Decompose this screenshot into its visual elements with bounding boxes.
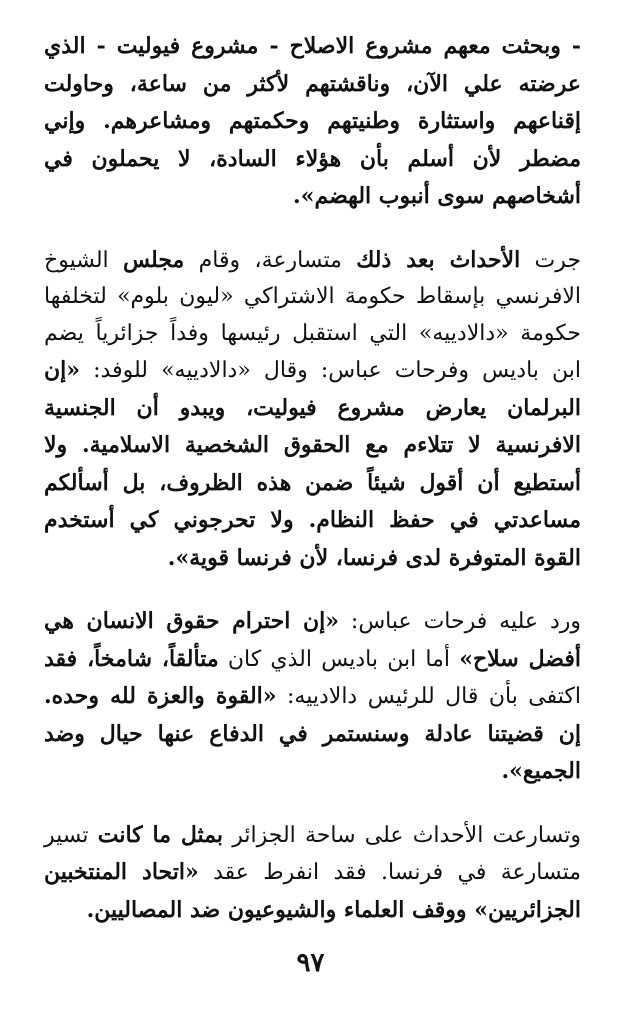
text-segment: «القوة والعزة لله وحده. إن قضيتنا عادلة وسنستمر في الدفاع عنها حيال وضد الجميع». xyxy=(44,683,581,784)
text-segment: «إن احترام حقوق الانسان هي أفضل سلاح» xyxy=(44,608,581,672)
text-segment: الأحداث بعد ذلك xyxy=(356,246,521,273)
text-segment: أما ابن باديس الذي كان xyxy=(218,646,460,672)
text-segment: ورد عليه فرحات عباس: xyxy=(338,609,581,634)
page-number: ٩٧ xyxy=(296,948,325,978)
text-segment: اكتفى بأن قال للرئيس دالادييه: xyxy=(276,684,581,709)
text-segment: مجلس xyxy=(123,246,185,273)
text-segment: «إن البرلمان يعارض مشروع فيوليت، ويبدو أن الجنسية الافرنسية لا تتلاءم مع الحقوق الشخصية الاسلامية. ولا أستطيع أن أقول شيئاً ضمن هذه الظروف، بل أسألكم مساعدتي في حفظ النظام. ولا تحرجوني كي أستخدم القوة المتوفرة لدى فرنسا، لأن فرنسا قوية». xyxy=(44,357,581,571)
text-segment: جرت xyxy=(520,247,582,273)
paragraph-2 xyxy=(44,242,581,578)
text-segment: الشيوخ الافرنسي بإسقاط حكومة الاشتراكي «ليون بلوم» لتخلفها حكومة «دالادييه» التي استقبل رئيسها وفداً جزائرياً يضم ابن باديس وفرحات عباس: وقال «دالادييه» للوفد: xyxy=(44,247,581,383)
text-segment: متألقاً، شامخاً، فقد xyxy=(44,645,219,672)
text-segment: بمثل ما كانت xyxy=(97,821,224,848)
paragraph-1 xyxy=(44,28,581,216)
text-segment: متسارعة، وقام xyxy=(184,247,357,273)
paragraph-3 xyxy=(44,603,581,791)
text-segment: تسير متسارعة في فرنسا. فقد انفرط عقد xyxy=(44,822,581,885)
text-segment: «اتحاد المنتخبين الجزائريين» ووقف العلماء والشيوعيون ضد المصاليين. xyxy=(44,859,581,923)
paragraph-4 xyxy=(44,817,581,930)
text-segment: وتسارعت الأحداث على ساحة الجزائر xyxy=(223,822,581,848)
text-segment: - وبحثت معهم مشروع الاصلاح - مشروع فيوليت - الذي عرضته علي الآن، وناقشتهم لأكثر من ساعة، وحاولت إقناعهم واستثارة وطنيتهم وحكمتهم ومشاعرهم. وإني مضطر لأن أسلم بأن هؤلاء السادة، لا يحملون في أشخاصهم سوى أنبوب الهضم». xyxy=(44,33,581,209)
